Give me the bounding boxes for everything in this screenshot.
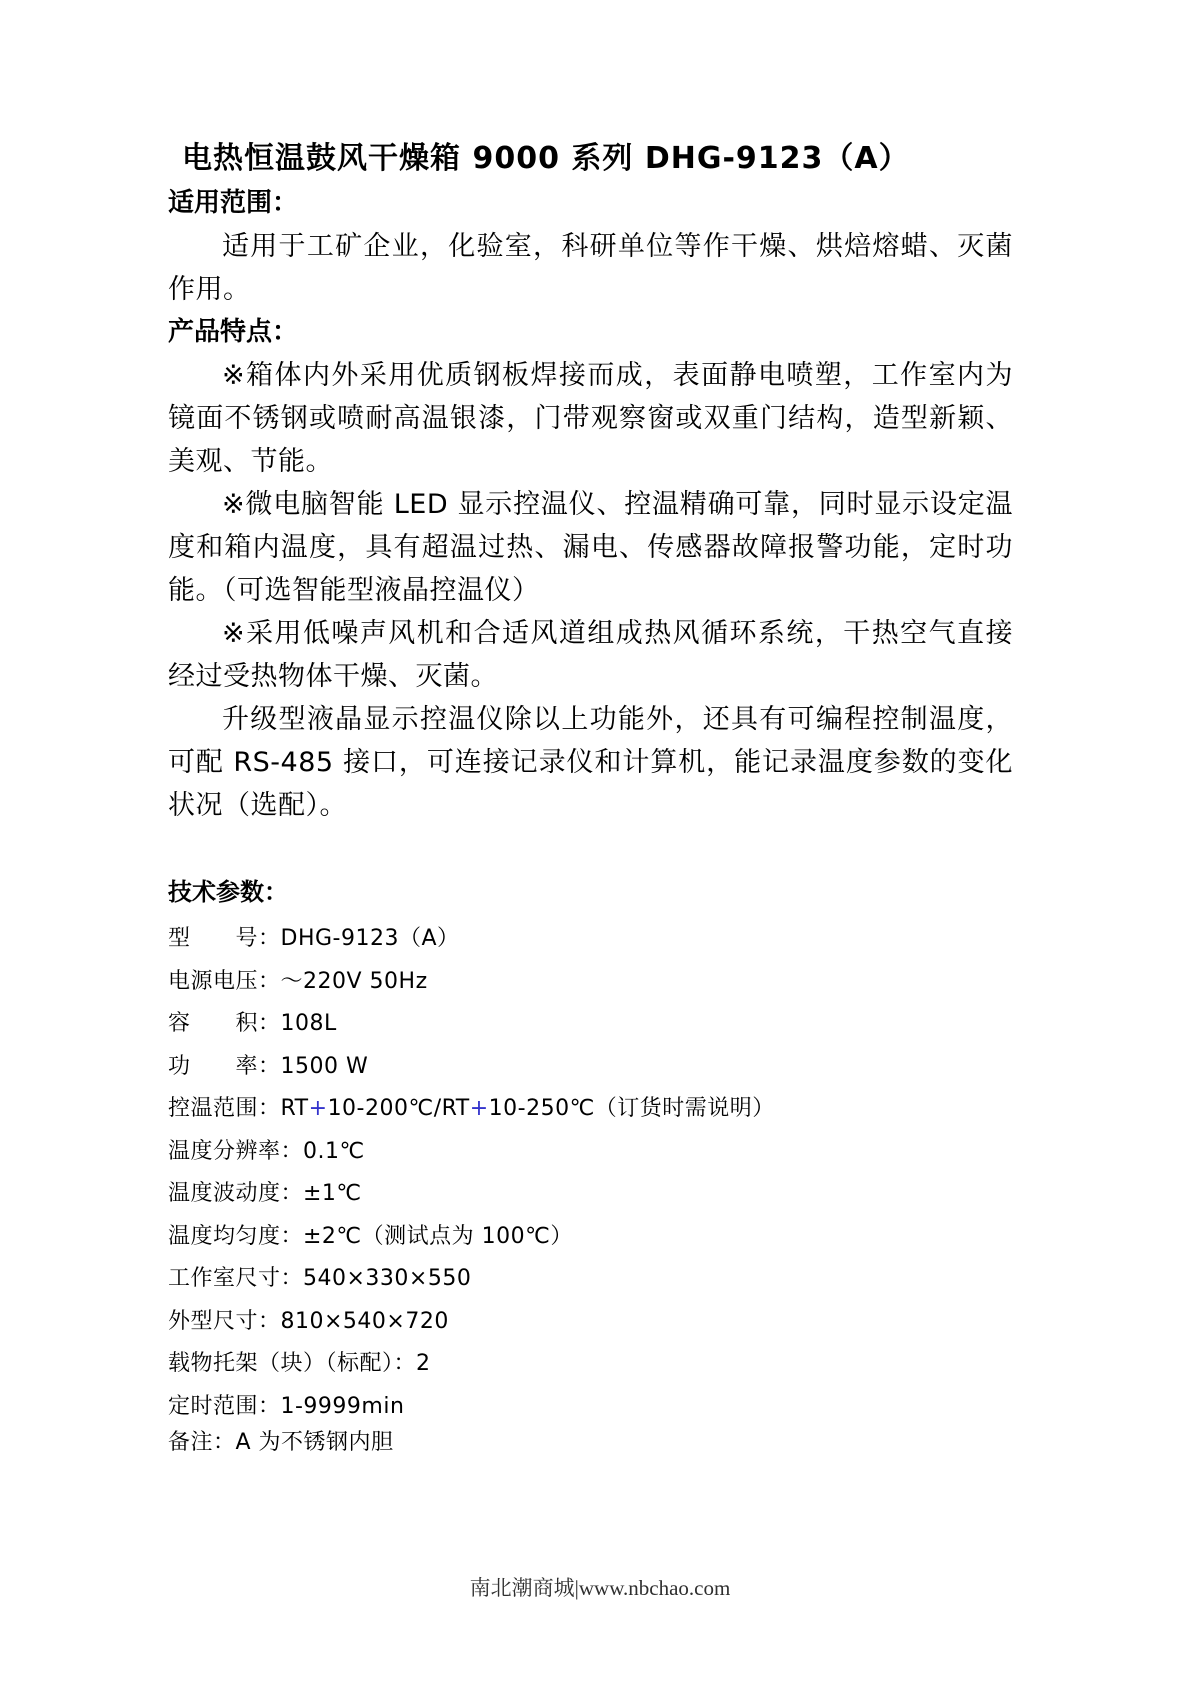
section-heading-features: 产品特点： [168, 317, 299, 347]
spec-text: 备注：A 为不锈钢内胆 [168, 1430, 394, 1455]
spec-text: 外型尺寸：810×540×720 [168, 1308, 449, 1334]
spec-row-note [168, 1428, 1013, 1458]
section-heading-scope: 适用范围： [168, 188, 299, 218]
spec-row-shelves [168, 1343, 1013, 1386]
feature-paragraph-led-controller: ※微电脑智能 LED 显示控温仪、控温精确可靠，同时显示设定温度和箱内温度，具有超温过热、漏电、传感器故障报警功能，定时功能。（可选智能型液晶控温仪） [168, 489, 1013, 606]
spec-text: 容 积：108L [168, 1011, 337, 1036]
spec-text: 电源电压：～220V 50Hz [168, 968, 428, 994]
plus-accent: + [308, 1096, 328, 1121]
spec-text: 定时范围：1-9999min [168, 1393, 405, 1419]
document-content [168, 136, 1013, 1458]
spec-text: 10-200℃/RT [327, 1096, 470, 1121]
spec-row-power [168, 1046, 1013, 1089]
spec-text: 温度波动度：±1℃ [168, 1181, 362, 1206]
spec-text: 型 号：DHG-9123（A） [168, 926, 460, 951]
spec-text: 控温范围：RT [168, 1096, 309, 1121]
spec-row-resolution [168, 1131, 1013, 1174]
spec-text: 功 率：1500 W [168, 1053, 369, 1079]
spec-text: 载物托架（块）（标配）：2 [168, 1351, 431, 1376]
plus-accent: + [469, 1096, 489, 1121]
spec-text: 工作室尺寸：540×330×550 [168, 1266, 472, 1291]
feature-paragraph-steel-body: ※箱体内外采用优质钢板焊接而成，表面静电喷塑，工作室内为镜面不锈钢或喷耐高温银漆，门带观察窗或双重门结构，造型新颖、美观、节能。 [168, 360, 1013, 477]
spec-row-temp-range [168, 1088, 1013, 1131]
section-heading-specs: 技术参数： [168, 878, 288, 906]
spec-text: 温度均匀度：±2℃（测试点为 100℃） [168, 1223, 573, 1249]
document-title: 电热恒温鼓风干燥箱 9000 系列 DHG-9123（A） [182, 141, 910, 176]
feature-paragraph-upgrade-lcd: 升级型液晶显示控温仪除以上功能外，还具有可编程控制温度，可配 RS-485 接口，可连接记录仪和计算机，能记录温度参数的变化状况（选配）。 [168, 704, 1013, 821]
spec-row-voltage [168, 961, 1013, 1004]
spec-row-chamber-size [168, 1258, 1013, 1301]
specs-list [168, 918, 1013, 1458]
scope-paragraph: 适用于工矿企业，化验室，科研单位等作干燥、烘焙熔蜡、灭菌作用。 [168, 231, 1013, 305]
spec-text: 温度分辨率：0.1℃ [168, 1138, 365, 1164]
spec-row-model [168, 918, 1013, 961]
footer-watermark: 南北潮商城|www.nbchao.com [469, 1576, 731, 1600]
spec-row-fluctuation [168, 1173, 1013, 1216]
spec-row-timer-range [168, 1386, 1013, 1429]
spec-text: 10-250℃（订货时需说明） [488, 1096, 775, 1121]
spec-row-overall-size [168, 1301, 1013, 1344]
spec-row-uniformity [168, 1216, 1013, 1259]
spec-row-volume [168, 1003, 1013, 1046]
feature-paragraph-air-circulation: ※采用低噪声风机和合适风道组成热风循环系统，干热空气直接经过受热物体干燥、灭菌。 [168, 618, 1013, 692]
